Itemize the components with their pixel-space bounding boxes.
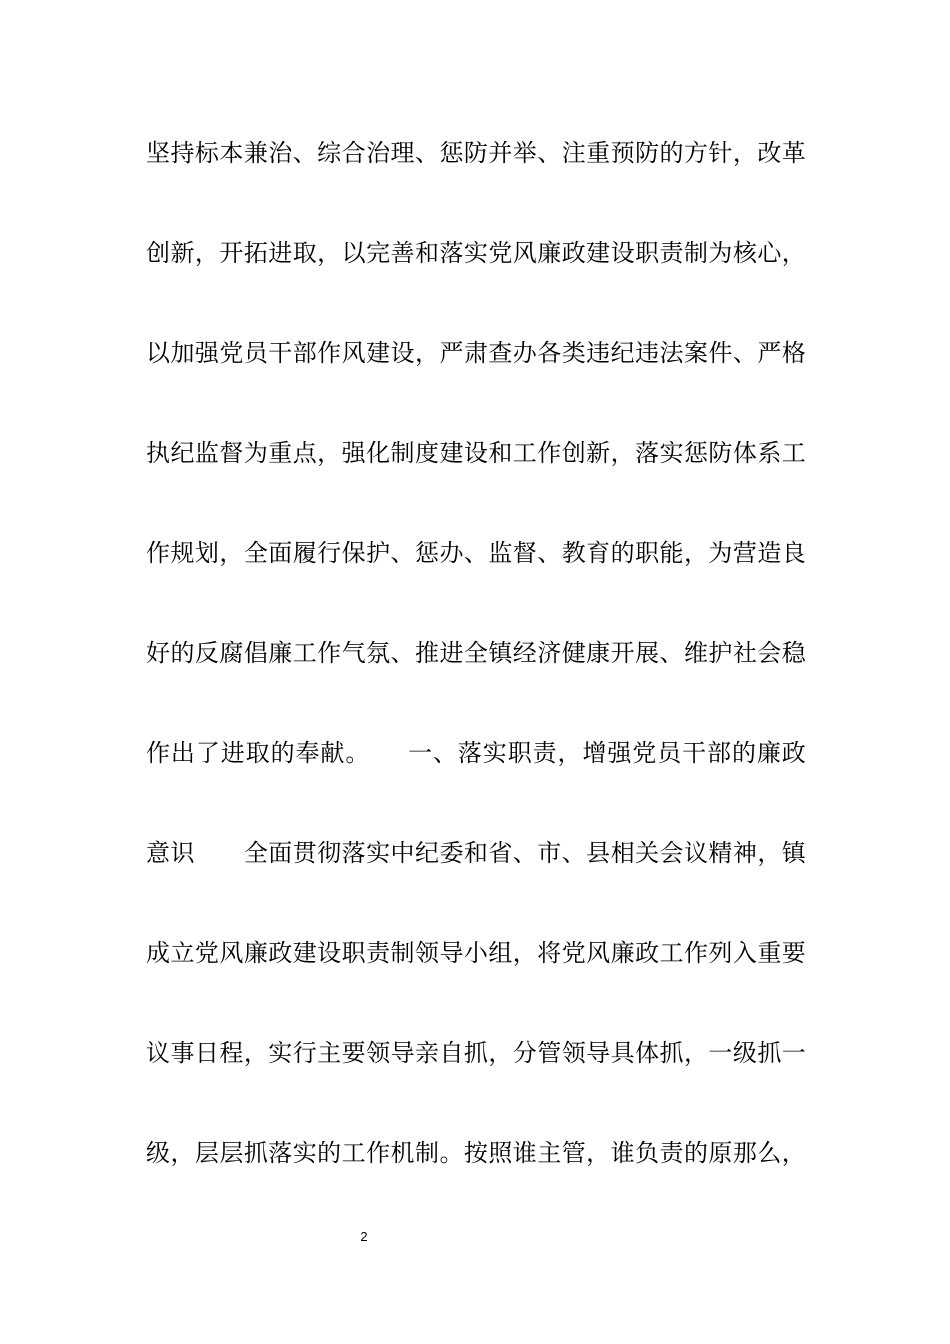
text-line: 议事日程，实行主要领导亲自抓，分管领导具体抓，一级抓一 [146, 1039, 806, 1067]
text-line: 以加强党员干部作风建设，严肃查办各类违纪违法案件、严格 [146, 339, 806, 367]
text-line: 好的反腐倡廉工作气氛、推进全镇经济健康开展、维护社会稳 [146, 639, 806, 667]
text-line: 创新，开拓进取，以完善和落实党风廉政建设职责制为核心， [146, 239, 806, 267]
text-line: 作规划，全面履行保护、惩办、监督、教育的职能，为营造良 [146, 539, 806, 567]
body-text [146, 128, 806, 1228]
text-line: 级，层层抓落实的工作机制。按照谁主管，谁负责的原那么， [146, 1139, 806, 1167]
text-line: 意识 全面贯彻落实中纪委和省、市、县相关会议精神，镇 [146, 839, 806, 867]
text-line: 成立党风廉政建设职责制领导小组，将党风廉政工作列入重要 [146, 939, 806, 967]
text-line: 作出了进取的奉献。 一、落实职责，增强党员干部的廉政 [146, 739, 806, 767]
page-number: 2 [360, 1229, 368, 1244]
text-line: 执纪监督为重点，强化制度建设和工作创新，落实惩防体系工 [146, 439, 806, 467]
text-line: 坚持标本兼治、综合治理、惩防并举、注重预防的方针，改革 [146, 139, 806, 167]
